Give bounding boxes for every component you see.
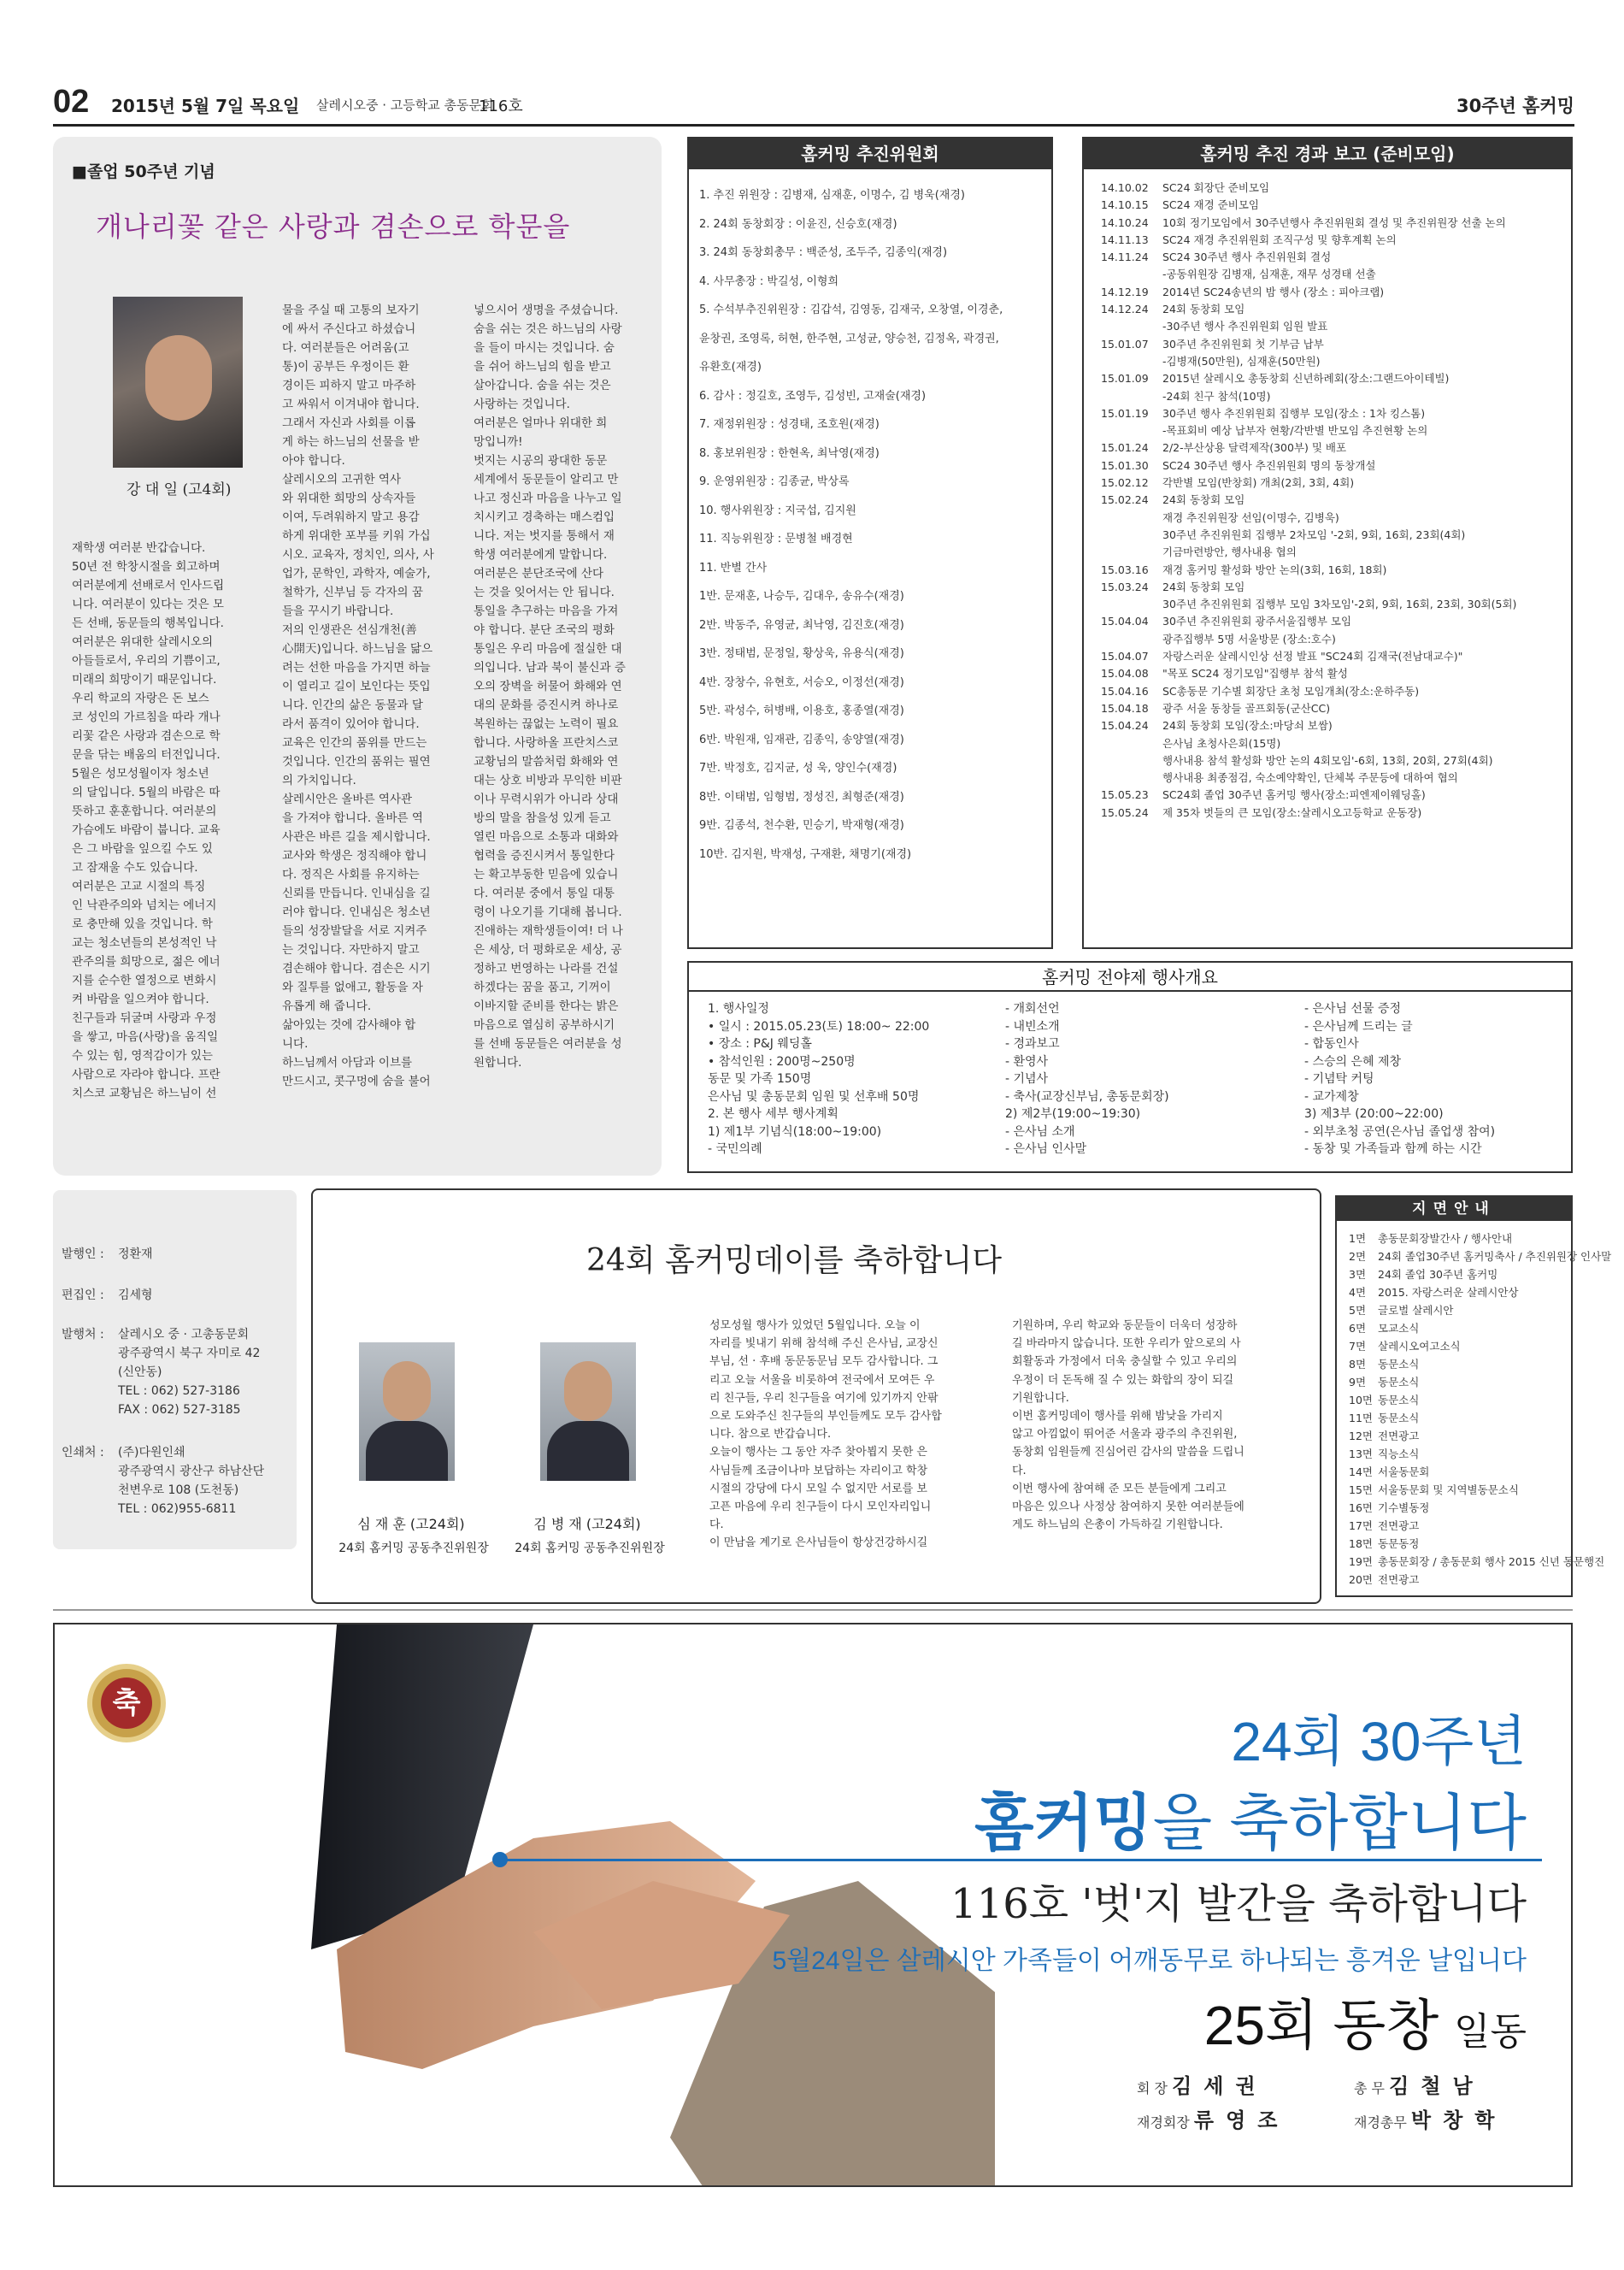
committee-item: 8반. 이태범, 임형범, 정성진, 최형준(재경)	[699, 790, 904, 804]
page-guide-number: 19면	[1349, 1555, 1373, 1568]
progress-date: 15.04.07	[1101, 650, 1149, 663]
page-guide-item	[1349, 1229, 1611, 1247]
article-column-1: 재학생 여러분 반갑습니다. 50년 전 학창시절을 회고하며 여러분에게 선배로서 인사드립 니다. 여러분이 있다는 것은 모 든 선배, 동문들의 행복입니다. 여러분은 위대한 살레시오의 아들들로서, 우리의 기쁨이고, 미래의 희망이기 때문입니다. 우리 학교의 자랑은 돈 보스 코 성인의 가르침을 따라 개나 리꽃 같은 사랑과 겸손으로 학 문을 닦는 배움의 터전입니다. 5월은 성모성월이자 청소년 의 달입니다. 5월의 바람은 따 뜻하고 훈훈합니다. 여러분의 가슴에도 바람이 붑니다. 교육 은 그 바람을 잎으킬 수도 있 고 잠재울 수도 있습니다. 여러분은 고교 시절의 특징 인 낙관주의와 넘치는 에너지 로 충만해 있을 것입니다. 학 교는 청소년들의 본성적인 낙 관주의를 희망으로, 젊은 에너 지를 순수한 열정으로 변화시 켜 바람을 일으켜야 합니다. 친구들과 뒤굴며 사랑과 우정 을 쌓고, 마음(사랑)을 움직일 수 있는 힘, 영적감이가 있는 사람으로 자라야 합니다. 프란 치스코 교황님은 하느님이 선	[72, 541, 225, 1100]
committee-item: 9. 운영위원장 : 김종균, 박상록	[699, 475, 850, 488]
page-guide-item	[1349, 1463, 1611, 1481]
event-item: - 은사님 인사말	[1005, 1142, 1087, 1156]
author-photo	[113, 297, 243, 468]
page-guide-number: 17면	[1349, 1519, 1373, 1532]
handshake-illustration	[55, 1624, 995, 2187]
page-guide-text: 전면광고	[1378, 1430, 1420, 1442]
person2-name: 김 병 재 (고24회)	[533, 1516, 641, 1532]
event-item: 동문 및 가족 150명	[708, 1072, 812, 1086]
page-guide-item	[1349, 1499, 1611, 1517]
signature-1	[1137, 2069, 1268, 2099]
sig2-label: 총 무	[1354, 2080, 1385, 2096]
committee-item: 11. 직능위원장 : 문병철 배경현	[699, 533, 853, 545]
progress-date: 14.11.13	[1101, 233, 1149, 246]
committee-item: 7. 재정위원장 : 성경태, 조호원(재경)	[699, 418, 880, 431]
progress-text: -김병재(50만원), 심재훈(50만원)	[1162, 354, 1321, 368]
progress-row	[1101, 405, 1562, 422]
progress-text: -24회 친구 참석(10명)	[1162, 389, 1271, 403]
event-item: - 내빈소개	[1005, 1019, 1060, 1034]
event-item: • 일시 : 2015.05.23(토) 18:00~ 22:00	[708, 1019, 930, 1034]
committee-item: 5반. 곽성수, 허병배, 이용호, 홍종열(재경)	[699, 705, 904, 717]
person2-role: 24회 홈커밍 공동추진위원장	[515, 1542, 665, 1555]
editor: 김세형	[118, 1288, 153, 1302]
ad-sponsor-suffix: 일동	[1453, 2011, 1527, 2053]
progress-row	[1101, 510, 1562, 527]
committee-item: 10. 행사위원장 : 지국섭, 김지원	[699, 504, 856, 517]
masthead	[53, 1190, 297, 1549]
page-guide	[1335, 1195, 1612, 1597]
progress-text: 제 35차 벗들의 큰 모임(장소:살레시오고등학교 운동장)	[1162, 805, 1422, 819]
page-guide-number: 16면	[1349, 1501, 1373, 1514]
ad-subtitle: 116호 '벗'지 발간을 축하합니다	[950, 1880, 1527, 1928]
publisher: 정환재	[118, 1247, 153, 1261]
progress-text: 24회 동창회 모임	[1162, 493, 1245, 507]
committee-item: 11. 반별 간사	[699, 561, 768, 575]
page-guide-item	[1349, 1445, 1611, 1463]
progress-text: -목표회비 예상 납부자 현황/각반별 반모임 추진현황 논의	[1162, 424, 1428, 438]
progress-text: -공동위원장 김병재, 심재훈, 재무 성경태 선출	[1162, 268, 1376, 281]
progress-date	[1101, 735, 1162, 752]
progress-date: 15.05.23	[1101, 788, 1149, 802]
ad-message: 5월24일은 살레시안 가족들이 어깨동무로 하나되는 흥겨운 날입니다	[772, 1947, 1527, 1975]
event-item: • 참석인원 : 200명~250명	[708, 1054, 856, 1069]
sig4-name: 박창학	[1410, 2108, 1507, 2132]
person1-photo	[359, 1342, 455, 1481]
progress-date: 14.11.24	[1101, 251, 1149, 264]
progress-row	[1101, 787, 1562, 804]
progress-text: 재경 홈커밍 활성화 방안 논의(3회, 16회, 18회)	[1162, 563, 1387, 576]
progress-text: 24회 동창회 모임	[1162, 303, 1245, 316]
progress-row	[1101, 284, 1562, 301]
ad-sponsor-name: 25회 동창	[1203, 1995, 1439, 2056]
page-guide-item	[1349, 1553, 1611, 1571]
progress-text: SC총동문 기수별 회장단 초청 모임개최(장소:운하주동)	[1162, 684, 1420, 698]
page-guide-number: 9면	[1349, 1376, 1367, 1389]
event-item: - 기념탁 커팅	[1304, 1072, 1374, 1086]
printer-label: 인쇄처 :	[62, 1446, 104, 1459]
page-guide-number: 15면	[1349, 1483, 1373, 1496]
progress-row	[1101, 353, 1562, 370]
page-guide-title: 지면안내	[1337, 1197, 1571, 1221]
progress-text: "목포 SC24 정기모임"집행부 참석 활성	[1162, 667, 1348, 681]
page-guide-text: 동문소식	[1378, 1412, 1420, 1424]
committee-item: 1반. 문재훈, 나승두, 김대우, 송유수(재경)	[699, 590, 904, 603]
page-guide-number: 13면	[1349, 1447, 1373, 1460]
event-item: 2) 제2부(19:00~19:30)	[1005, 1107, 1141, 1121]
printer: (주)다원인쇄 광주광역시 광산구 하남산단 천변우로 108 (도천동) TEL : 062)955-6811	[118, 1446, 265, 1516]
page-guide-text: 동문동정	[1378, 1537, 1420, 1550]
event-col-1	[708, 1000, 998, 1159]
progress-date: 15.02.24	[1101, 493, 1149, 507]
article-tag: ■졸업 50주년 기념	[72, 162, 215, 181]
congrats-box	[311, 1188, 1321, 1604]
event-item: - 은사님 소개	[1005, 1124, 1075, 1139]
progress-row	[1101, 370, 1562, 387]
ad-sponsor	[1204, 1982, 1527, 2061]
author-caption: 강 대 일 (고4회)	[127, 481, 232, 498]
page-guide-text: 동문소식	[1378, 1358, 1420, 1371]
ad-headline-2-bold: 홈커밍	[974, 1789, 1153, 1858]
progress-row	[1101, 769, 1562, 787]
progress-date	[1101, 631, 1162, 648]
committee-item: 윤창권, 조영록, 허현, 한주현, 고성균, 양승천, 김정옥, 곽경권,	[699, 332, 999, 345]
progress-row	[1101, 562, 1562, 579]
page-guide-item	[1349, 1373, 1611, 1391]
progress-report-box	[1082, 137, 1573, 949]
event-item: - 경과보고	[1005, 1037, 1060, 1051]
congrats-title: 24회 홈커밍데이를 축하합니다	[586, 1243, 1003, 1278]
page-guide-item	[1349, 1265, 1611, 1283]
progress-row	[1101, 318, 1562, 335]
event-col-2	[1005, 1000, 1262, 1159]
progress-date: 14.12.24	[1101, 303, 1149, 316]
page-guide-item	[1349, 1283, 1611, 1301]
progress-text: SC24 30주년 행사 추진위원회 명의 동창개설	[1162, 458, 1376, 472]
progress-row	[1101, 544, 1562, 561]
progress-text: 자랑스러운 살레시인상 선정 발표 "SC24회 김재국(전남대교수)"	[1162, 650, 1463, 663]
page-guide-number: 11면	[1349, 1412, 1373, 1424]
page-guide-item	[1349, 1247, 1611, 1265]
page-guide-number: 6면	[1349, 1322, 1367, 1335]
progress-row	[1101, 665, 1562, 682]
progress-text: SC24 30주년 행사 추진위원회 결성	[1162, 251, 1332, 264]
page-guide-number: 4면	[1349, 1286, 1367, 1299]
progress-text: 재경 추진위원장 선임(이명수, 김병욱)	[1162, 510, 1339, 524]
progress-text: SC24 재경 준비모임	[1162, 198, 1259, 212]
committee-item: 2반. 박동주, 유영균, 최낙영, 김진호(재경)	[699, 618, 904, 632]
event-item: - 스승의 은혜 제창	[1304, 1054, 1402, 1069]
progress-row	[1101, 422, 1562, 439]
progress-date: 14.10.02	[1101, 181, 1149, 194]
progress-date: 15.02.12	[1101, 476, 1149, 490]
progress-date: 15.03.24	[1101, 580, 1149, 593]
accent-dot	[492, 1852, 508, 1867]
progress-row	[1101, 215, 1562, 232]
person1-role: 24회 홈커밍 공동추진위원장	[338, 1542, 489, 1555]
page-guide-item	[1349, 1517, 1611, 1535]
event-item: - 외부초청 공연(은사님 졸업생 참여)	[1304, 1124, 1496, 1139]
event-item: - 환영사	[1005, 1054, 1049, 1069]
event-item: - 축사(교장신부님, 총동문회장)	[1005, 1089, 1169, 1104]
committee-item: 3반. 정태범, 문정일, 황상욱, 유용식(재경)	[699, 647, 904, 660]
committee-item: 1. 추진 위원장 : 김병재, 심재훈, 이명수, 김 병욱(재경)	[699, 189, 965, 202]
progress-date: 15.04.16	[1101, 684, 1149, 698]
page-guide-text: 기수별동정	[1378, 1501, 1430, 1514]
seal-icon	[87, 1664, 166, 1742]
page-guide-item	[1349, 1427, 1611, 1445]
progress-date: 15.04.24	[1101, 719, 1149, 733]
progress-text: SC24 회장단 준비모임	[1162, 181, 1270, 194]
page-guide-item	[1349, 1481, 1611, 1499]
page-guide-item	[1349, 1337, 1611, 1355]
committee-item: 7반. 박정호, 김지균, 성 욱, 양인수(재경)	[699, 762, 897, 775]
progress-text: 10회 정기모임에서 30주년행사 추진위원회 결성 및 추진위원장 선출 논의	[1162, 215, 1506, 229]
page-guide-text: 총동문회장 / 총동문회 행사 2015 신년 동문행진	[1378, 1555, 1605, 1568]
ad-headline-1: 24회 30주년	[1231, 1711, 1527, 1772]
progress-row	[1101, 475, 1562, 492]
committee-item: 3. 24회 동창회총무 : 백준성, 조두주, 김종익(재경)	[699, 246, 948, 259]
event-item: 1) 제1부 기념식(18:00~19:00)	[708, 1124, 882, 1139]
committee-item: 8. 홍보위원장 : 한현옥, 최낙영(재경)	[699, 446, 880, 460]
progress-row	[1101, 301, 1562, 318]
page-guide-number: 1면	[1349, 1232, 1367, 1245]
progress-text: SC24 재경 추진위원회 조직구성 및 향후계획 논의	[1162, 233, 1397, 246]
progress-text: 30주년 추진위원회 집행부 모임 3차모임'-2회, 9회, 16회, 23회, 30회(5회)	[1162, 598, 1517, 611]
progress-date: 14.10.15	[1101, 198, 1149, 212]
progress-text: 행사내용 참석 활성화 방안 논의 4회모임'-6회, 13회, 20회, 27회(4회)	[1162, 753, 1493, 767]
page-guide-number: 10면	[1349, 1394, 1373, 1406]
progress-row	[1101, 249, 1562, 266]
progress-date	[1101, 544, 1162, 561]
progress-row	[1101, 492, 1562, 509]
progress-text: 24회 동창회 모임(장소:마당쇠 보쌈)	[1162, 719, 1333, 733]
signature-4	[1354, 2103, 1506, 2133]
event-item: - 기념사	[1005, 1072, 1049, 1086]
page-guide-text: 전면광고	[1378, 1573, 1420, 1586]
progress-row	[1101, 439, 1562, 457]
committee-item: 6. 감사 : 정길호, 조영두, 김성빈, 고재술(재경)	[699, 389, 927, 403]
committee-item: 6반. 박원재, 임재관, 김종익, 송양열(재경)	[699, 733, 904, 746]
page-guide-number: 14면	[1349, 1465, 1373, 1478]
progress-row	[1101, 683, 1562, 700]
progress-row	[1101, 232, 1562, 249]
page-guide-number: 12면	[1349, 1430, 1373, 1442]
progress-date	[1101, 318, 1162, 335]
progress-text: 은사님 초청사은회(15명)	[1162, 736, 1281, 750]
page-guide-item	[1349, 1409, 1611, 1427]
seal-text: 축	[101, 1677, 152, 1729]
page-guide-text: 24회 졸업 30주년 홈커밍	[1378, 1268, 1498, 1281]
page-guide-item	[1349, 1535, 1611, 1553]
progress-row	[1101, 805, 1562, 822]
signature-3	[1137, 2103, 1289, 2133]
page-guide-text: 직능소식	[1378, 1447, 1420, 1460]
office: 살레시오 중 · 고총동문회 광주광역시 북구 자미로 42 (신안동) TEL : 062) 527-3186 FAX : 062) 527-3185	[118, 1328, 261, 1417]
divider	[53, 1609, 1573, 1611]
progress-date	[1101, 769, 1162, 787]
progress-date	[1101, 752, 1162, 769]
congrats-column-1: 성모성월 행사가 있었던 5월입니다. 오늘 이 자리를 빛내기 위해 참석해 주신 은사님, 교장신 부님, 선 · 후배 동문동문님 모두 감사합니다. 그 리고 오늘 서울을 비롯하여 전국에서 모여든 우 리 친구들, 우리 친구들을 여기에 있기까지 안팎 으로 도와주신 친구들의 부인들께도 모두 감사합 니다. 참으로 반갑습니다. 오늘이 행사는 그 동안 자주 찾아뵙지 못한 은 사님들께 조금이나마 보답하는 자리이고 학창 시절의 강당에 다시 모일 수 없지만 서로를 보 고픈 마음에 우리 친구들이 다시 모인자리입니 다. 이 만남을 계기로 은사님들이 항상건강하시길	[709, 1319, 942, 1550]
committee-item: 2. 24회 동창회장 : 이윤진, 신승호(재경)	[699, 217, 897, 231]
event-item: - 국민의례	[708, 1142, 762, 1156]
article-column-3: 넣으시어 생명을 주셨습니다. 숨을 쉬는 것은 하느님의 사랑 을 들이 마시는 것입니다. 숨 을 쉬어 하느님의 힘을 받고 살아갑니다. 숨을 쉬는 것은 사랑하는 것입니다. 여러분은 얼마나 위대한 희 망입니까! 벗지는 시공의 광대한 동문 세계에서 동문들이 알리고 만 나고 정신과 마음을 나누고 일 치시키고 경축하는 매스컴입 니다. 저는 벗지를 통해서 재 학생 여러분에게 말합니다. 여러분은 분단조국에 산다 는 것을 잊어서는 안 됩니다. 통일을 추구하는 마음을 가져 야 합니다. 분단 조국의 평화 통일은 우리 마음에 절실한 대 의입니다. 남과 북이 불신과 증 오의 장벽을 허물어 화해와 연 대의 문화를 증진시켜 하나로 복원하는 끊없는 노력이 필요 합니다. 사랑하올 프란치스코 교황님의 말씀처럼 화해와 연 대는 상호 비방과 무익한 비판 이나 무력시위가 아니라 상대 방의 말을 참을성 있게 듣고 열린 마음으로 소통과 대화와 협력을 증진시켜서 통일한다 는 확고부동한 믿음에 있습니 다. 여러분 중에서 통일 대통 령이 나오기를 기대해 봅니다. 진애하는 재학생들이여! 더 나 은 세상, 더 평화로운 세상, 공 정하고 번영하는 나라를 건설 하겠다는 꿈을 품고, 기꺼이 이바지할 준비를 한다는 밝은 마음으로 열심히 공부하시기 를 선배 동문들은 여러분을 성 원합니다.	[474, 304, 626, 1070]
progress-row	[1101, 752, 1562, 769]
progress-text: 기금마련방안, 행사내용 협의	[1162, 545, 1297, 559]
event-item: - 합동인사	[1304, 1037, 1359, 1051]
progress-date	[1101, 353, 1162, 370]
progress-date	[1101, 388, 1162, 405]
progress-text: 2014년 SC24송년의 밤 행사 (장소 : 피아크랩)	[1162, 285, 1385, 298]
sig3-name: 류영조	[1193, 2108, 1290, 2132]
issue-number: 116호	[479, 97, 523, 115]
progress-date: 14.10.24	[1101, 215, 1149, 229]
page-guide-text: 모교소식	[1378, 1322, 1420, 1335]
congratulation-ad	[53, 1623, 1573, 2187]
event-item: - 개회선언	[1005, 1002, 1060, 1016]
event-item: - 동창 및 가족들과 함께 하는 시간	[1304, 1142, 1482, 1156]
progress-text: -30주년 행사 추진위원회 임원 발표	[1162, 320, 1328, 333]
event-item: 3) 제3부 (20:00~22:00)	[1304, 1107, 1444, 1121]
page-guide-text: 서울동문회	[1378, 1465, 1430, 1478]
event-title: 홈커밍 전야제 행사개요	[689, 963, 1571, 992]
progress-row	[1101, 717, 1562, 734]
progress-list	[1101, 180, 1562, 822]
page-guide-number: 5면	[1349, 1304, 1367, 1317]
progress-text: 30주년 추진위원회 집행부 2차모임 '-2회, 9회, 16회, 23회(4회)	[1162, 528, 1466, 541]
feature-article	[53, 137, 662, 1176]
progress-date: 15.05.24	[1101, 805, 1149, 819]
progress-row	[1101, 631, 1562, 648]
progress-date: 15.01.07	[1101, 337, 1149, 351]
progress-row	[1101, 388, 1562, 405]
committee-item: 10반. 김지원, 박재성, 구재환, 채명기(재경)	[699, 847, 912, 861]
article-column-2: 물을 주실 때 고통의 보자기 에 싸서 주신다고 하셨습니 다. 여러분들은 어려움(고 통)이 공부든 우정이든 환 경이든 피하지 말고 마주하 고 싸워서 이겨내야 합니다. 그래서 자신과 사회를 이롭 게 하는 하느님의 선물을 받 아야 합니다. 살레시오의 고귀한 역사 와 위대한 희망의 상속자들 이여, 두려워하지 말고 용감 하게 위대한 포부를 키워 가십 시오. 교육자, 정치인, 의사, 사 업가, 문학인, 과학자, 예술가, 철학가, 신부님 등 각자의 꿈 들을 꾸시기 바랍니다. 저의 인생관은 선심개천(善 心開天)입니다. 하느님을 닮으 려는 선한 마음을 가지면 하늘 이 열리고 길이 보인다는 뜻입 니다. 인간의 삶은 동물과 달 라서 품격이 있어야 합니다. 교육은 인간의 품위를 만드는 것입니다. 인간의 품위는 필연 의 가치입니다. 살레시안은 올바른 역사관 을 가져야 합니다. 올바른 역 사관은 바른 길을 제시합니다. 교사와 학생은 정직해야 합니 다. 정직은 사회를 유지하는 신뢰를 만듭니다. 인내심을 길 러야 합니다. 인내심은 청소년 들의 성장발달을 서로 지켜주 는 것입니다. 자만하지 말고 겸손해야 합니다. 겸손은 시기 와 질투를 없애고, 활동을 자 유롭게 해 줍니다. 삶아있는 것에 감사해야 합 니다. 하느님께서 아담과 이브를 만드시고, 콧구멍에 숨을 불어	[282, 304, 434, 1088]
event-col-3	[1304, 1000, 1561, 1159]
page-guide-text: 전면광고	[1378, 1519, 1420, 1532]
progress-date: 15.04.04	[1101, 615, 1149, 628]
progress-row	[1101, 596, 1562, 613]
progress-text: 행사내용 최종점검, 숙소예약확인, 단체복 주문등에 대하여 협의	[1162, 771, 1458, 785]
progress-date: 14.12.19	[1101, 285, 1149, 298]
section-title: 30주년 홈커밍	[1456, 96, 1574, 116]
progress-row	[1101, 197, 1562, 214]
progress-row	[1101, 648, 1562, 665]
progress-row	[1101, 700, 1562, 717]
office-label: 발행처 :	[62, 1328, 104, 1341]
page-guide-number: 8면	[1349, 1358, 1367, 1371]
person2-photo	[540, 1342, 636, 1481]
publisher-label: 발행인 :	[62, 1247, 104, 1261]
page-guide-text: 2015. 자랑스러운 살레시안상	[1378, 1286, 1519, 1299]
committee-item: 4. 사무총장 : 박길성, 이형희	[699, 274, 839, 288]
progress-text: SC24회 졸업 30주년 홈커밍 행사(장소:피엔제이웨딩홀)	[1162, 788, 1426, 802]
progress-date: 15.04.08	[1101, 667, 1149, 681]
page-guide-item	[1349, 1319, 1611, 1337]
progress-row	[1101, 579, 1562, 596]
progress-text: 30주년 추진위원회 광주서울집행부 모임	[1162, 615, 1352, 628]
committee-box	[687, 137, 1053, 949]
progress-date: 15.01.09	[1101, 372, 1149, 386]
page-guide-item	[1349, 1301, 1611, 1319]
progress-row	[1101, 266, 1562, 283]
progress-date: 15.04.18	[1101, 701, 1149, 715]
page-guide-text: 살레시오여고소식	[1378, 1340, 1461, 1353]
committee-item: 9반. 김종석, 천수환, 민승기, 박재형(재경)	[699, 819, 904, 832]
progress-text: 각반별 모임(반창회) 개최(2회, 3회, 4회)	[1162, 476, 1355, 490]
committee-item: 4반. 장창수, 유현호, 서승오, 이정선(재경)	[699, 675, 904, 689]
committee-item: 5. 수석부추진위원장 : 김갑석, 김영동, 김재국, 오창열, 이경춘,	[699, 304, 1003, 316]
page-guide-list	[1349, 1229, 1611, 1589]
publication-name: 살레시오중 · 고등학교 총동문회	[316, 97, 494, 113]
sig2-name: 김철남	[1389, 2073, 1485, 2098]
progress-text: 2015년 살레시오 총동창회 신년하례회(장소:그랜드아이테빌)	[1162, 372, 1450, 386]
congrats-column-2: 기원하며, 우리 학교와 동문들이 더욱더 성장하 길 바라마지 않습니다. 또한 우리가 앞으로의 사 회활동과 가정에서 더욱 충실할 수 있고 우리의 우정이 더 돈독해 질 수 있는 화합의 장이 되길 기원합니다. 이번 홈커밍데이 행사를 위해 밤낮을 가리지 않고 아낌없이 뛰어준 서울과 광주의 추진위원, 동창회 임원들께 진심어린 감사의 말씀을 드립니 다. 이번 행사에 참여해 준 모든 분들에게 그리고 마음은 있으나 사정상 참여하지 못한 여러분들에 게도 하느님의 은총이 가득하길 기원합니다.	[1012, 1319, 1244, 1532]
progress-text: 2/2-부산상용 달력제작(300부) 및 배포	[1162, 441, 1347, 455]
committee-list	[699, 181, 1044, 869]
committee-title: 홈커밍 추진위원회	[689, 139, 1051, 169]
person1-name: 심 재 훈 (고24회)	[357, 1516, 465, 1532]
page-guide-number: 2면	[1349, 1250, 1367, 1263]
page-number: 02	[53, 84, 90, 120]
page-guide-item	[1349, 1571, 1611, 1589]
page-guide-text: 24회 졸업30주년 홈커밍축사 / 추진위원장 인사말	[1378, 1250, 1612, 1263]
progress-text: 30주년 추진위원회 첫 기부금 납부	[1162, 337, 1324, 351]
sig1-label: 회 장	[1137, 2080, 1168, 2096]
issue-date: 2015년 5월 7일 목요일	[111, 96, 300, 116]
signature-2	[1354, 2069, 1485, 2099]
editor-label: 편집인 :	[62, 1288, 104, 1302]
page-guide-number: 20면	[1349, 1573, 1373, 1586]
sig3-label: 재경회장	[1137, 2114, 1190, 2131]
progress-row	[1101, 735, 1562, 752]
progress-title: 홈커밍 추진 경과 보고 (준비모임)	[1084, 139, 1571, 169]
progress-row	[1101, 336, 1562, 353]
progress-date	[1101, 596, 1162, 613]
progress-date: 15.01.24	[1101, 441, 1149, 455]
event-item: 은사님 및 총동문회 임원 및 선후배 50명	[708, 1089, 920, 1104]
page-guide-item	[1349, 1355, 1611, 1373]
page-guide-number: 3면	[1349, 1268, 1367, 1281]
progress-text: 광주 서울 동창들 골프회동(군산CC)	[1162, 701, 1331, 715]
progress-date	[1101, 266, 1162, 283]
progress-text: 24회 동창회 모임	[1162, 580, 1245, 593]
article-title: 개나리꽃 같은 사랑과 겸손으로 학문을	[96, 210, 571, 243]
event-item: - 교가제창	[1304, 1089, 1359, 1104]
progress-date	[1101, 527, 1162, 544]
page-guide-text: 총동문회장발간사 / 행사안내	[1378, 1232, 1513, 1245]
page-guide-text: 서울동문회 및 지역별동문소식	[1378, 1483, 1519, 1496]
committee-item: 유환호(재경)	[699, 361, 762, 374]
progress-row	[1101, 457, 1562, 475]
page-guide-number: 18면	[1349, 1537, 1373, 1550]
progress-date: 15.01.30	[1101, 458, 1149, 472]
event-overview-box	[687, 961, 1573, 1173]
page-guide-item	[1349, 1391, 1611, 1409]
progress-text: 30주년 행사 추진위원회 집행부 모임(장소 : 1차 킹스톰)	[1162, 406, 1426, 420]
progress-row	[1101, 613, 1562, 630]
ad-headline-2-rest: 을 축하합니다	[1152, 1789, 1527, 1858]
sig4-label: 재경총무	[1354, 2114, 1407, 2131]
event-item: - 은사님께 드리는 글	[1304, 1019, 1413, 1034]
event-item: - 은사님 선물 증정	[1304, 1002, 1402, 1016]
progress-text: 광주집행부 5명 서울방문 (장소:호수)	[1162, 632, 1336, 646]
ad-headline-2	[974, 1773, 1527, 1862]
page-guide-text: 글로벌 살레시안	[1378, 1304, 1454, 1317]
event-item: 1. 행사일정	[708, 1002, 769, 1016]
page-header	[53, 84, 1574, 127]
page-guide-text: 동문소식	[1378, 1394, 1420, 1406]
progress-date: 15.01.19	[1101, 406, 1149, 420]
page-guide-number: 7면	[1349, 1340, 1367, 1353]
progress-date	[1101, 422, 1162, 439]
sig1-name: 김세권	[1172, 2073, 1268, 2098]
page-guide-text: 동문소식	[1378, 1376, 1420, 1389]
progress-row	[1101, 527, 1562, 544]
event-item: 2. 본 행사 세부 행사계획	[708, 1107, 838, 1121]
progress-date: 15.03.16	[1101, 563, 1149, 576]
event-item: • 장소 : P&J 웨딩홀	[708, 1037, 812, 1051]
progress-row	[1101, 180, 1562, 197]
progress-date	[1101, 510, 1162, 527]
